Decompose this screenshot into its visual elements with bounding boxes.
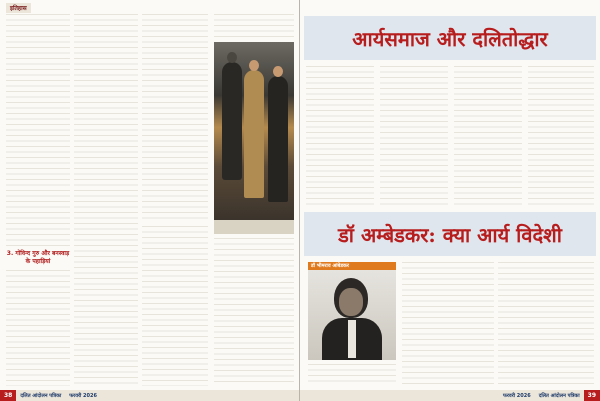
column-text-placeholder [6,270,70,386]
headline-banner [304,212,596,256]
publication-name: दलित आंदोलन पत्रिका [538,392,580,399]
historical-group-photo [214,42,294,220]
photo-caption [214,220,294,234]
photo-figure-head [227,52,237,63]
article-column [74,14,138,386]
article-column [498,262,594,386]
portrait-label: डॉ भीमराव आंबेडकर [308,262,396,270]
article-column [142,14,208,220]
article-column [6,270,70,386]
article-column [454,66,522,206]
column-text-placeholder [528,66,594,206]
page-number: 39 [584,390,600,401]
column-text-placeholder [306,66,374,206]
right-page [300,0,600,401]
section-tab: इतिहास [6,3,31,13]
photo-caption-text [214,220,294,224]
column-text-placeholder [6,14,70,250]
column-text-placeholder [142,14,208,220]
section-subheading: 3. गोविन्द गुरु और बनस्वाड़ के पहाड़ियां [6,250,70,265]
column-text-placeholder [498,262,594,386]
column-text-placeholder [308,364,396,386]
column-text-placeholder [142,226,208,386]
column-text-placeholder [454,66,522,206]
page-footer [300,390,600,401]
article-column [214,14,294,40]
publication-name: दलित आंदोलन पत्रिका [20,392,62,399]
portrait-shirt [348,320,356,358]
article-column [306,66,374,206]
article-column [214,238,294,386]
photo-figure-uniformed [244,70,264,198]
article-column [6,14,70,250]
ambedkar-portrait [308,262,396,360]
article-column [528,66,594,206]
photo-figure-head [273,66,283,77]
column-text-placeholder [214,238,294,386]
photo-figure-head [249,60,259,71]
column-text-placeholder [402,262,494,386]
article-column [142,226,208,386]
portrait-face [334,278,368,318]
photo-figure-statue [222,62,242,180]
page-number: 38 [0,390,16,401]
article-headline: डॉ अम्बेडकर: क्या आर्य विदेशी [338,222,562,247]
column-text-placeholder [74,14,138,386]
page-footer [0,390,299,401]
column-text-placeholder [214,14,294,40]
article-headline: आर्यसमाज और दलितोद्धार [352,26,548,51]
headline-banner [304,16,596,60]
left-page [0,0,299,401]
photo-figure-dark-coat [268,76,288,202]
article-column [380,66,448,206]
issue-date: फरवरी 2026 [503,392,531,399]
article-column [308,364,396,386]
article-column [402,262,494,386]
column-text-placeholder [380,66,448,206]
issue-date: फरवरी 2026 [69,392,97,399]
